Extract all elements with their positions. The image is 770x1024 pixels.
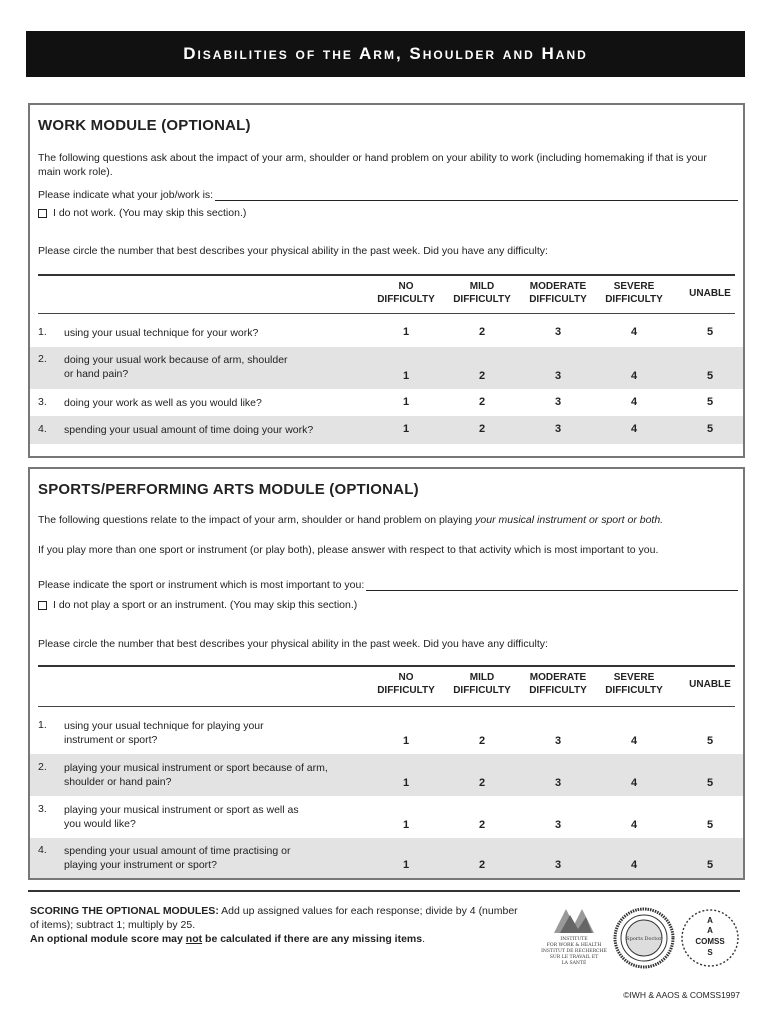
col-header-severe-difficulty: SEVERE DIFFICULTY [605, 281, 663, 305]
score-3[interactable]: 3 [554, 735, 562, 747]
comss-letter: A [707, 916, 713, 925]
score-4[interactable]: 4 [630, 396, 638, 408]
work-question-row [30, 317, 743, 347]
divider [28, 890, 740, 892]
question-number: 2. [38, 353, 47, 365]
score-5[interactable]: 5 [706, 396, 714, 408]
sports-skip-label: I do not play a sport or an instrument. (You may skip this section.) [53, 599, 358, 611]
sports-question-row [30, 754, 743, 796]
work-job-line[interactable] [215, 191, 738, 201]
scoring-text: Add up assigned values for each response; divide by 4 (number of items); subtract 1; multiply by 25. [30, 905, 518, 931]
score-3[interactable]: 3 [554, 370, 562, 382]
score-2[interactable]: 2 [478, 396, 486, 408]
question-text: playing your musical instrument or sport because of arm, shoulder or hand pain? [64, 762, 328, 788]
score-1[interactable]: 1 [402, 423, 410, 435]
score-1[interactable]: 1 [402, 777, 410, 789]
work-skip-option[interactable] [38, 207, 246, 219]
work-job-field[interactable] [38, 189, 738, 201]
score-2[interactable]: 2 [478, 819, 486, 831]
iwh-line: SUR LE TRAVAIL ET [549, 955, 599, 960]
score-2[interactable]: 2 [478, 777, 486, 789]
score-5[interactable]: 5 [706, 819, 714, 831]
score-1[interactable]: 1 [402, 819, 410, 831]
question-number: 4. [38, 423, 47, 435]
col-header-unable: UNABLE [689, 288, 731, 299]
scoring-instructions: SCORING THE OPTIONAL MODULES: Add up assigned values for each response; divide by 4 (number of items); subtract 1; multiply by 25. An optional module score may not be calculated if there are any missing items. [30, 905, 518, 945]
iwh-line: INSTITUT DE RECHERCHE [541, 949, 607, 954]
score-1[interactable]: 1 [402, 396, 410, 408]
work-module-title: WORK MODULE (OPTIONAL) [38, 117, 251, 134]
col-header-severe-difficulty: SEVERE DIFFICULTY [605, 672, 663, 696]
work-job-prompt: Please indicate what your job/work is: [38, 189, 214, 201]
score-4[interactable]: 4 [630, 819, 638, 831]
sports-question-row [30, 838, 743, 878]
question-text: spending your usual amount of time practising or playing your instrument or sport? [64, 845, 291, 871]
sports-intro: The following questions relate to the impact of your arm, shoulder or hand problem on playing your musical instrument or sport or both. [38, 514, 664, 526]
col-header-unable: UNABLE [689, 679, 731, 690]
score-2[interactable]: 2 [478, 735, 486, 747]
question-number: 3. [38, 803, 47, 815]
question-text: spending your usual amount of time doing your work? [64, 424, 314, 436]
question-number: 1. [38, 326, 47, 338]
col-header-mild-difficulty: MILD DIFFICULTY [453, 281, 511, 305]
iwh-line: INSTITUTE [560, 937, 588, 942]
sports-instruction: Please circle the number that best describes your physical ability in the past week. Did you have any difficulty: [38, 638, 548, 650]
question-text: doing your usual work because of arm, shoulder or hand pain? [64, 354, 288, 380]
sports-intro-2: If you play more than one sport or instrument (or play both), please answer with respect to that activity which is most important to you. [38, 544, 659, 556]
score-1[interactable]: 1 [402, 735, 410, 747]
score-2[interactable]: 2 [478, 326, 486, 338]
form-title: Disabilities of the Arm, Shoulder and Hand [26, 31, 745, 77]
sports-question-row [30, 712, 743, 754]
aaos-seal-logo [613, 907, 675, 969]
score-4[interactable]: 4 [630, 423, 638, 435]
col-header-moderate-difficulty: MODERATE DIFFICULTY [529, 672, 587, 696]
iwh-line: LA SANTÉ [561, 961, 587, 966]
score-5[interactable]: 5 [706, 859, 714, 871]
question-text: doing your work as well as you would like? [64, 397, 262, 409]
work-question-row [30, 389, 743, 416]
iwh-line: FOR WORK & HEALTH [546, 943, 602, 948]
col-header-no-difficulty: NO DIFFICULTY [377, 672, 435, 696]
score-4[interactable]: 4 [630, 326, 638, 338]
col-header-moderate-difficulty: MODERATE DIFFICULTY [529, 281, 587, 305]
score-4[interactable]: 4 [630, 735, 638, 747]
sports-question-row [30, 796, 743, 838]
sports-module-title: SPORTS/PERFORMING ARTS MODULE (OPTIONAL) [38, 481, 419, 498]
score-1[interactable]: 1 [402, 326, 410, 338]
sports-line[interactable] [366, 581, 738, 591]
question-number: 1. [38, 719, 47, 731]
sports-prompt: Please indicate the sport or instrument which is most important to you: [38, 579, 365, 591]
question-text: playing your musical instrument or sport as well as you would like? [64, 804, 299, 830]
sports-skip-option[interactable] [38, 599, 357, 611]
scoring-note: An optional module score may not be calculated if there are any missing items [30, 933, 423, 945]
work-question-row [30, 416, 743, 444]
score-3[interactable]: 3 [554, 777, 562, 789]
question-number: 3. [38, 396, 47, 408]
score-1[interactable]: 1 [402, 859, 410, 871]
question-text: using your usual technique for your work? [64, 327, 259, 339]
score-5[interactable]: 5 [706, 423, 714, 435]
comss-letter: A [707, 926, 713, 935]
work-question-row [30, 347, 743, 389]
score-2[interactable]: 2 [478, 423, 486, 435]
score-4[interactable]: 4 [630, 777, 638, 789]
work-module [28, 103, 745, 458]
comss-logo [678, 907, 742, 969]
score-2[interactable]: 2 [478, 370, 486, 382]
iwh-logo [540, 903, 608, 969]
comss-letter: COMSS [695, 937, 725, 946]
sports-column-headers [38, 665, 735, 707]
col-header-no-difficulty: NO DIFFICULTY [377, 281, 435, 305]
score-2[interactable]: 2 [478, 859, 486, 871]
score-5[interactable]: 5 [706, 735, 714, 747]
seal-text: Sports Doctor [626, 936, 662, 942]
work-intro: The following questions ask about the impact of your arm, shoulder or hand problem on your ability to work (including homemaking if that is your main work role). [38, 152, 707, 178]
score-5[interactable]: 5 [706, 326, 714, 338]
sports-module [28, 467, 745, 880]
scoring-heading: SCORING THE OPTIONAL MODULES: [30, 905, 219, 917]
score-4[interactable]: 4 [630, 859, 638, 871]
score-3[interactable]: 3 [554, 859, 562, 871]
checkbox-icon[interactable] [38, 601, 47, 610]
comss-letter: S [707, 948, 713, 957]
copyright: ©IWH & AAOS & COMSS1997 [623, 990, 740, 1000]
score-5[interactable]: 5 [706, 370, 714, 382]
question-number: 4. [38, 844, 47, 856]
sports-instrument-field[interactable] [38, 579, 738, 591]
checkbox-icon[interactable] [38, 209, 47, 218]
score-3[interactable]: 3 [554, 396, 562, 408]
question-number: 2. [38, 761, 47, 773]
work-column-headers [38, 274, 735, 314]
score-1[interactable]: 1 [402, 370, 410, 382]
work-skip-label: I do not work. (You may skip this section.) [53, 207, 247, 219]
question-text: using your usual technique for playing your instrument or sport? [64, 720, 264, 746]
work-instruction: Please circle the number that best describes your physical ability in the past week. Did you have any difficulty: [38, 245, 548, 257]
col-header-mild-difficulty: MILD DIFFICULTY [453, 672, 511, 696]
score-3[interactable]: 3 [554, 423, 562, 435]
score-5[interactable]: 5 [706, 777, 714, 789]
score-3[interactable]: 3 [554, 326, 562, 338]
score-3[interactable]: 3 [554, 819, 562, 831]
score-4[interactable]: 4 [630, 370, 638, 382]
